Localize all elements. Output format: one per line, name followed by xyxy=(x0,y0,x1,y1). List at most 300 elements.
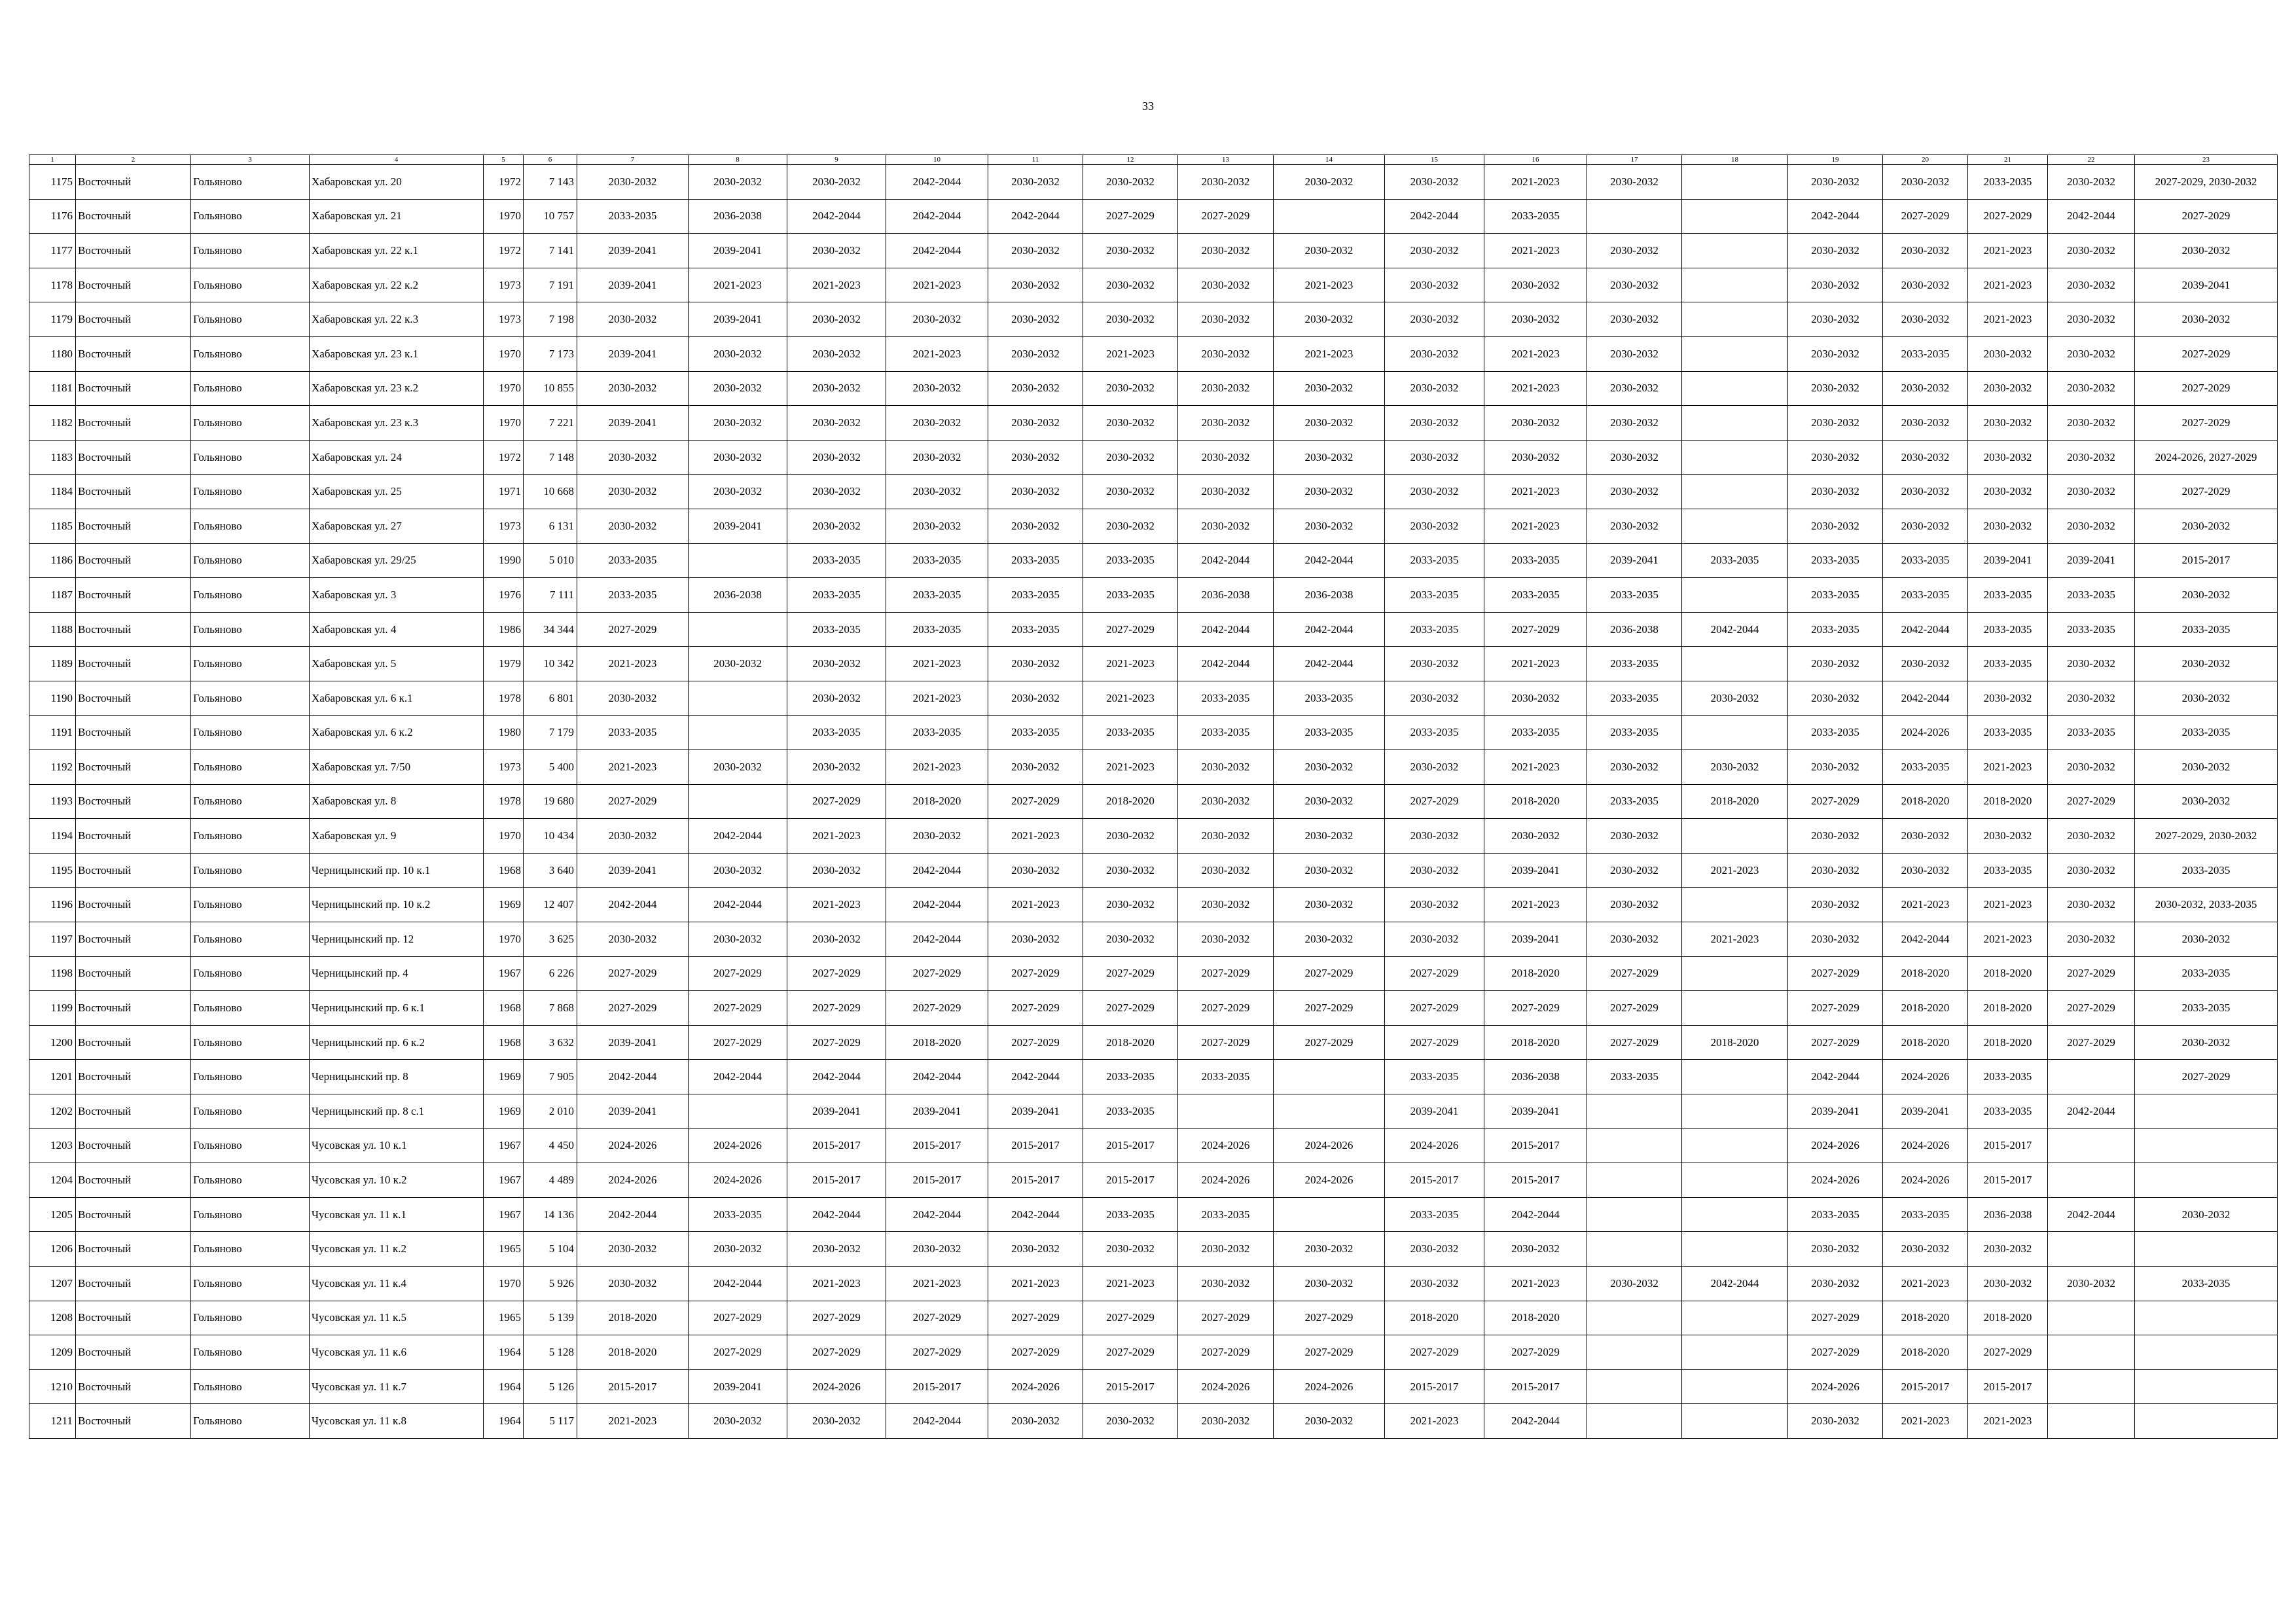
table-cell: 2030-2032 xyxy=(988,1404,1083,1439)
table-cell: 2030-2032 xyxy=(2048,165,2135,200)
table-cell: 1970 xyxy=(484,922,524,957)
table-cell: 2030-2032 xyxy=(787,853,886,888)
table-cell: 2027-2029 xyxy=(2048,784,2135,819)
table-cell: 2033-2035 xyxy=(1883,1197,1968,1232)
table-cell: 2030-2032 xyxy=(2135,647,2278,681)
table-cell: 2030-2032 xyxy=(1178,853,1274,888)
table-cell: 2030-2032 xyxy=(2048,371,2135,406)
table-cell: 2030-2032 xyxy=(1274,750,1385,785)
table-cell: 2015-2017 xyxy=(988,1128,1083,1163)
table-cell: Гольяново xyxy=(191,302,310,337)
table-cell: Восточный xyxy=(76,234,191,268)
table-cell: 2027-2029 xyxy=(787,784,886,819)
table-cell: Гольяново xyxy=(191,234,310,268)
table-cell: 2024-2026 xyxy=(1883,1163,1968,1198)
table-cell: 2015-2017 xyxy=(1968,1369,2048,1404)
table-cell: 1192 xyxy=(29,750,76,785)
table-cell: 1970 xyxy=(484,336,524,371)
table-cell: 2042-2044 xyxy=(1274,543,1385,578)
table-cell: 2030-2032 xyxy=(577,475,689,509)
table-row xyxy=(29,1128,2278,1163)
table-cell: Восточный xyxy=(76,1094,191,1129)
table-cell: 2030-2032 xyxy=(1587,922,1682,957)
table-cell: 2042-2044 xyxy=(1883,681,1968,715)
table-cell: Восточный xyxy=(76,475,191,509)
table-cell: 2030-2032 xyxy=(2135,1025,2278,1060)
table-row xyxy=(29,543,2278,578)
table-cell: 1967 xyxy=(484,956,524,991)
table-cell: 2027-2029 xyxy=(1178,1025,1274,1060)
table-cell: Гольяново xyxy=(191,750,310,785)
table-cell: 2027-2029 xyxy=(1788,956,1883,991)
table-cell: 2030-2032 xyxy=(787,750,886,785)
table-cell: Хабаровская ул. 20 xyxy=(310,165,484,200)
table-cell: 2030-2032 xyxy=(787,1404,886,1439)
column-number-cell: 8 xyxy=(689,155,787,165)
table-cell: 2027-2029 xyxy=(988,1025,1083,1060)
table-cell: 2021-2023 xyxy=(1883,1267,1968,1301)
table-row xyxy=(29,956,2278,991)
table-cell: 2030-2032 xyxy=(1274,475,1385,509)
table-cell: 2033-2035 xyxy=(1083,578,1178,613)
table-cell: 2027-2029 xyxy=(1968,1335,2048,1370)
table-cell: 2033-2035 xyxy=(1587,647,1682,681)
table-cell: 2033-2035 xyxy=(1883,750,1968,785)
column-number-cell: 15 xyxy=(1385,155,1484,165)
table-cell: 2033-2035 xyxy=(988,612,1083,647)
table-cell: 2021-2023 xyxy=(886,750,988,785)
table-cell: 2033-2035 xyxy=(1883,578,1968,613)
table-cell: 1967 xyxy=(484,1197,524,1232)
table-cell: Хабаровская ул. 22 к.1 xyxy=(310,234,484,268)
table-cell xyxy=(2048,1060,2135,1094)
table-cell: 1968 xyxy=(484,1025,524,1060)
table-cell: 2018-2020 xyxy=(886,784,988,819)
table-cell: 1969 xyxy=(484,1094,524,1129)
table-cell xyxy=(1682,1197,1788,1232)
table-cell: 2021-2023 xyxy=(787,819,886,854)
table-cell: 1969 xyxy=(484,1060,524,1094)
table-cell: 2027-2029 xyxy=(988,991,1083,1026)
table-cell: 1210 xyxy=(29,1369,76,1404)
table-cell: 2030-2032 xyxy=(787,406,886,441)
table-cell: 1208 xyxy=(29,1301,76,1335)
table-cell: 2039-2041 xyxy=(577,234,689,268)
table-cell: 2027-2029 xyxy=(2048,956,2135,991)
table-cell: 2021-2023 xyxy=(1484,750,1587,785)
table-cell: 2030-2032 xyxy=(1587,302,1682,337)
table-cell: 2030-2032 xyxy=(1587,750,1682,785)
table-cell: 2021-2023 xyxy=(1883,1404,1968,1439)
table-cell: 2021-2023 xyxy=(1968,888,2048,922)
table-cell: 2030-2032 xyxy=(689,1232,787,1267)
table-cell: 2027-2029 xyxy=(1083,1335,1178,1370)
table-cell: Хабаровская ул. 4 xyxy=(310,612,484,647)
column-number-cell: 5 xyxy=(484,155,524,165)
table-cell: 2030-2032 xyxy=(787,647,886,681)
table-cell xyxy=(1682,1335,1788,1370)
table-cell: 2030-2032 xyxy=(787,922,886,957)
table-cell: 1986 xyxy=(484,612,524,647)
table-cell: 2030-2032 xyxy=(2048,750,2135,785)
table-cell: Хабаровская ул. 7/50 xyxy=(310,750,484,785)
table-cell: Чусовская ул. 10 к.2 xyxy=(310,1163,484,1198)
table-cell: 2018-2020 xyxy=(1968,784,2048,819)
table-cell: 2042-2044 xyxy=(1788,199,1883,234)
table-cell: 14 136 xyxy=(524,1197,577,1232)
table-cell: Хабаровская ул. 29/25 xyxy=(310,543,484,578)
table-cell: 2033-2035 xyxy=(1968,1094,2048,1129)
table-cell: 2027-2029 xyxy=(988,784,1083,819)
table-cell: 2030-2032 xyxy=(2048,819,2135,854)
table-row xyxy=(29,268,2278,302)
column-number-cell: 14 xyxy=(1274,155,1385,165)
table-cell: Гольяново xyxy=(191,681,310,715)
table-cell: 2015-2017 xyxy=(1385,1163,1484,1198)
table-cell: 2030-2032 xyxy=(988,336,1083,371)
table-cell xyxy=(1587,1335,1682,1370)
table-cell: 2042-2044 xyxy=(1883,612,1968,647)
table-cell: 2018-2020 xyxy=(1682,1025,1788,1060)
table-cell: 2021-2023 xyxy=(988,888,1083,922)
table-cell: 2027-2029 xyxy=(1587,991,1682,1026)
table-row xyxy=(29,612,2278,647)
table-cell: 2030-2032 xyxy=(1587,268,1682,302)
table-cell: 2042-2044 xyxy=(988,1060,1083,1094)
table-cell: 2042-2044 xyxy=(886,234,988,268)
table-row xyxy=(29,1335,2278,1370)
table-cell: Гольяново xyxy=(191,1197,310,1232)
table-cell: 2030-2032 xyxy=(1968,681,2048,715)
column-number-cell: 21 xyxy=(1968,155,2048,165)
table-cell: 2042-2044 xyxy=(1178,543,1274,578)
table-cell: Восточный xyxy=(76,991,191,1026)
table-cell: 2030-2032 xyxy=(1178,1404,1274,1439)
table-cell: 2030-2032 xyxy=(1484,302,1587,337)
table-cell: 2030-2032 xyxy=(2135,750,2278,785)
table-cell: Восточный xyxy=(76,371,191,406)
table-cell: 2030-2032 xyxy=(1274,1404,1385,1439)
table-cell: 2021-2023 xyxy=(886,268,988,302)
table-cell: 5 117 xyxy=(524,1404,577,1439)
table-cell: 2042-2044 xyxy=(577,1197,689,1232)
table-cell: 2033-2035 xyxy=(1968,612,2048,647)
table-cell: 2033-2035 xyxy=(2135,853,2278,888)
table-cell: 1970 xyxy=(484,819,524,854)
table-cell: 2030-2032 xyxy=(1274,165,1385,200)
table-cell: 2027-2029 xyxy=(1274,991,1385,1026)
table-cell: Гольяново xyxy=(191,406,310,441)
table-cell: 2030-2032 xyxy=(2135,509,2278,543)
table-cell: 2033-2035 xyxy=(1385,578,1484,613)
table-cell: 2030-2032 xyxy=(1178,1232,1274,1267)
table-cell: 1209 xyxy=(29,1335,76,1370)
table-cell: 2030-2032 xyxy=(1083,165,1178,200)
table-cell: Черницынский пр. 10 к.2 xyxy=(310,888,484,922)
table-cell: 2042-2044 xyxy=(2048,1197,2135,1232)
table-cell: 2024-2026 xyxy=(1385,1128,1484,1163)
table-cell: 2030-2032 xyxy=(1883,165,1968,200)
table-row xyxy=(29,784,2278,819)
table-cell: 2018-2020 xyxy=(1883,991,1968,1026)
table-cell: 2021-2023 xyxy=(1484,475,1587,509)
table-cell: 2033-2035 xyxy=(1587,784,1682,819)
table-cell: Гольяново xyxy=(191,1025,310,1060)
table-cell: Черницынский пр. 10 к.1 xyxy=(310,853,484,888)
table-cell: 1970 xyxy=(484,199,524,234)
table-cell: 2042-2044 xyxy=(689,888,787,922)
table-cell xyxy=(1178,1094,1274,1129)
table-cell: 2027-2029 xyxy=(1968,199,2048,234)
table-cell: Гольяново xyxy=(191,1267,310,1301)
table-cell: 2015-2017 xyxy=(886,1163,988,1198)
table-cell: 2030-2032 xyxy=(1178,819,1274,854)
table-cell: 1178 xyxy=(29,268,76,302)
table-cell: 2042-2044 xyxy=(1484,1404,1587,1439)
table-cell: 2027-2029 xyxy=(1484,991,1587,1026)
table-row xyxy=(29,1060,2278,1094)
column-number-cell: 20 xyxy=(1883,155,1968,165)
table-cell: 2033-2035 xyxy=(577,715,689,750)
table-cell: Гольяново xyxy=(191,1128,310,1163)
table-cell: 2021-2023 xyxy=(886,336,988,371)
table-cell: 6 226 xyxy=(524,956,577,991)
table-cell: 2015-2017 xyxy=(988,1163,1083,1198)
table-cell: 2033-2035 xyxy=(1587,1060,1682,1094)
table-cell: 2033-2035 xyxy=(1968,715,2048,750)
table-row xyxy=(29,406,2278,441)
table-cell: 1181 xyxy=(29,371,76,406)
table-cell: 2015-2017 xyxy=(886,1369,988,1404)
table-cell: 6 801 xyxy=(524,681,577,715)
table-cell: 2030-2032 xyxy=(787,681,886,715)
table-cell: 1976 xyxy=(484,578,524,613)
table-cell: Черницынский пр. 6 к.2 xyxy=(310,1025,484,1060)
table-cell: Восточный xyxy=(76,922,191,957)
table-cell: 2039-2041 xyxy=(988,1094,1083,1129)
table-cell: 2030-2032 xyxy=(787,1232,886,1267)
table-cell: 2030-2032 xyxy=(988,681,1083,715)
table-cell: 2030-2032 xyxy=(1385,922,1484,957)
table-cell: 2030-2032 xyxy=(1178,922,1274,957)
table-cell: 1972 xyxy=(484,234,524,268)
table-cell: 1978 xyxy=(484,681,524,715)
table-cell: 2030-2032 xyxy=(1484,268,1587,302)
table-cell: 5 926 xyxy=(524,1267,577,1301)
table-cell: Восточный xyxy=(76,681,191,715)
table-cell: 2036-2038 xyxy=(689,199,787,234)
table-cell: 10 757 xyxy=(524,199,577,234)
table-cell: 2030-2032 xyxy=(1682,681,1788,715)
table-cell: Восточный xyxy=(76,1197,191,1232)
table-cell: 2030-2032 xyxy=(2048,302,2135,337)
table-row xyxy=(29,234,2278,268)
table-cell: 2030-2032 xyxy=(1788,475,1883,509)
table-cell xyxy=(2048,1163,2135,1198)
table-cell: 2042-2044 xyxy=(1883,922,1968,957)
table-cell: 2030-2032 xyxy=(1788,165,1883,200)
table-cell: Восточный xyxy=(76,578,191,613)
table-cell xyxy=(689,784,787,819)
table-cell: 2030-2032 xyxy=(1587,440,1682,475)
table-cell: 2021-2023 xyxy=(1968,750,2048,785)
table-cell: 2027-2029 xyxy=(988,1301,1083,1335)
table-cell: Черницынский пр. 8 xyxy=(310,1060,484,1094)
table-cell: 1964 xyxy=(484,1369,524,1404)
table-cell: 2030-2032 xyxy=(787,440,886,475)
table-cell xyxy=(2135,1163,2278,1198)
table-cell: 2030-2032 xyxy=(1788,509,1883,543)
table-cell: 1964 xyxy=(484,1404,524,1439)
table-cell: 2033-2035 xyxy=(577,199,689,234)
table-cell: Восточный xyxy=(76,853,191,888)
table-cell: 2030-2032 xyxy=(1788,1404,1883,1439)
table-cell: 2024-2026, 2027-2029 xyxy=(2135,440,2278,475)
table-cell: 2024-2026 xyxy=(1178,1163,1274,1198)
table-cell: Чусовская ул. 11 к.6 xyxy=(310,1335,484,1370)
table-cell: Гольяново xyxy=(191,475,310,509)
table-cell: 2021-2023 xyxy=(988,819,1083,854)
table-cell: 2033-2035 xyxy=(1788,543,1883,578)
table-cell: 2021-2023 xyxy=(787,888,886,922)
table-cell: 3 625 xyxy=(524,922,577,957)
table-cell: 1199 xyxy=(29,991,76,1026)
table-cell: 2033-2035 xyxy=(787,543,886,578)
table-cell xyxy=(1587,1094,1682,1129)
table-cell: 2027-2029 xyxy=(787,956,886,991)
table-cell: 2030-2032 xyxy=(988,475,1083,509)
table-cell: 2033-2035 xyxy=(1682,543,1788,578)
table-cell: 2039-2041 xyxy=(577,1025,689,1060)
table-cell: 2033-2035 xyxy=(2048,715,2135,750)
table-cell: Черницынский пр. 6 к.1 xyxy=(310,991,484,1026)
table-cell: 1191 xyxy=(29,715,76,750)
table-cell: 1970 xyxy=(484,371,524,406)
table-cell: 2030-2032 xyxy=(886,440,988,475)
table-cell: 2042-2044 xyxy=(2048,199,2135,234)
table-cell: Гольяново xyxy=(191,922,310,957)
table-cell: 2030-2032 xyxy=(2135,1197,2278,1232)
table-cell: 2033-2035 xyxy=(1178,1197,1274,1232)
table-cell: 2030-2032 xyxy=(1178,475,1274,509)
table-cell: 2033-2035 xyxy=(1788,1197,1883,1232)
table-cell: 2033-2035 xyxy=(577,543,689,578)
table-cell: 34 344 xyxy=(524,612,577,647)
table-cell: 2030-2032 xyxy=(1178,302,1274,337)
table-cell: 2030-2032 xyxy=(2048,475,2135,509)
table-cell: 1965 xyxy=(484,1232,524,1267)
table-cell: 2030-2032 xyxy=(1883,1232,1968,1267)
table-cell: 2030-2032 xyxy=(988,165,1083,200)
table-cell: 2033-2035 xyxy=(2048,612,2135,647)
table-cell: 2027-2029 xyxy=(886,991,988,1026)
table-cell: 2024-2026 xyxy=(988,1369,1083,1404)
table-cell: 2021-2023 xyxy=(1484,647,1587,681)
table-cell xyxy=(2048,1232,2135,1267)
table-cell xyxy=(1587,1301,1682,1335)
table-cell xyxy=(1682,1128,1788,1163)
table-cell: 2027-2029 xyxy=(577,956,689,991)
table-cell: 2027-2029 xyxy=(577,784,689,819)
table-cell: 2021-2023 xyxy=(577,1404,689,1439)
table-cell xyxy=(2048,1369,2135,1404)
table-cell xyxy=(689,1094,787,1129)
table-cell: 2030-2032 xyxy=(1484,681,1587,715)
table-row xyxy=(29,1301,2278,1335)
table-cell: 4 450 xyxy=(524,1128,577,1163)
table-cell: 2021-2023 xyxy=(1083,1267,1178,1301)
table-cell: 2039-2041 xyxy=(577,268,689,302)
table-cell: 2030-2032 xyxy=(2048,647,2135,681)
table-cell: Гольяново xyxy=(191,371,310,406)
table-cell: 1973 xyxy=(484,750,524,785)
table-cell: 2033-2035 xyxy=(1587,715,1682,750)
table-cell: 2027-2029 xyxy=(1178,1301,1274,1335)
table-cell: 2015-2017 xyxy=(1968,1163,2048,1198)
table-cell: 2033-2035 xyxy=(1587,578,1682,613)
table-cell: 1175 xyxy=(29,165,76,200)
table-cell: 2027-2029 xyxy=(689,1301,787,1335)
table-cell: Гольяново xyxy=(191,991,310,1026)
table-cell: Гольяново xyxy=(191,888,310,922)
table-row xyxy=(29,302,2278,337)
table-cell xyxy=(1587,1163,1682,1198)
table-cell: 10 668 xyxy=(524,475,577,509)
table-cell: 2027-2029 xyxy=(1788,991,1883,1026)
table-cell: 2033-2035 xyxy=(787,578,886,613)
table-cell: 2030-2032 xyxy=(1484,406,1587,441)
table-cell: 2030-2032 xyxy=(1385,1267,1484,1301)
table-cell: Чусовская ул. 11 к.8 xyxy=(310,1404,484,1439)
table-cell: 2042-2044 xyxy=(988,1197,1083,1232)
table-cell: 7 111 xyxy=(524,578,577,613)
table-cell: 2039-2041 xyxy=(577,1094,689,1129)
table-cell: 2018-2020 xyxy=(1968,991,2048,1026)
table-cell: 2030-2032 xyxy=(1178,268,1274,302)
table-cell: 1183 xyxy=(29,440,76,475)
table-cell: 2033-2035 xyxy=(1968,165,2048,200)
table-cell: 1176 xyxy=(29,199,76,234)
table-cell: 2039-2041 xyxy=(1484,1094,1587,1129)
table-cell: 2030-2032 xyxy=(1883,440,1968,475)
table-cell: 2030-2032 xyxy=(988,234,1083,268)
table-cell: 2018-2020 xyxy=(577,1335,689,1370)
table-cell xyxy=(1682,234,1788,268)
table-cell: Восточный xyxy=(76,956,191,991)
table-row xyxy=(29,440,2278,475)
table-cell: 2015-2017 xyxy=(886,1128,988,1163)
table-row xyxy=(29,371,2278,406)
table-cell: 1184 xyxy=(29,475,76,509)
table-cell: 2033-2035 xyxy=(1788,578,1883,613)
table-cell: 2030-2032 xyxy=(577,165,689,200)
table-cell: 1182 xyxy=(29,406,76,441)
table-row xyxy=(29,475,2278,509)
table-cell: Хабаровская ул. 25 xyxy=(310,475,484,509)
table-cell: 2042-2044 xyxy=(689,1267,787,1301)
table-cell xyxy=(689,681,787,715)
table-cell: 2042-2044 xyxy=(577,1060,689,1094)
table-cell: 2027-2029 xyxy=(1178,956,1274,991)
table-row xyxy=(29,1267,2278,1301)
table-cell: Хабаровская ул. 27 xyxy=(310,509,484,543)
table-cell: 2030-2032 xyxy=(1385,336,1484,371)
table-cell: 2033-2035 xyxy=(1968,647,2048,681)
table-cell: 2030-2032 xyxy=(1274,406,1385,441)
table-cell: 2030-2032 xyxy=(787,302,886,337)
table-cell: 2024-2026 xyxy=(1883,1128,1968,1163)
table-cell: 1179 xyxy=(29,302,76,337)
